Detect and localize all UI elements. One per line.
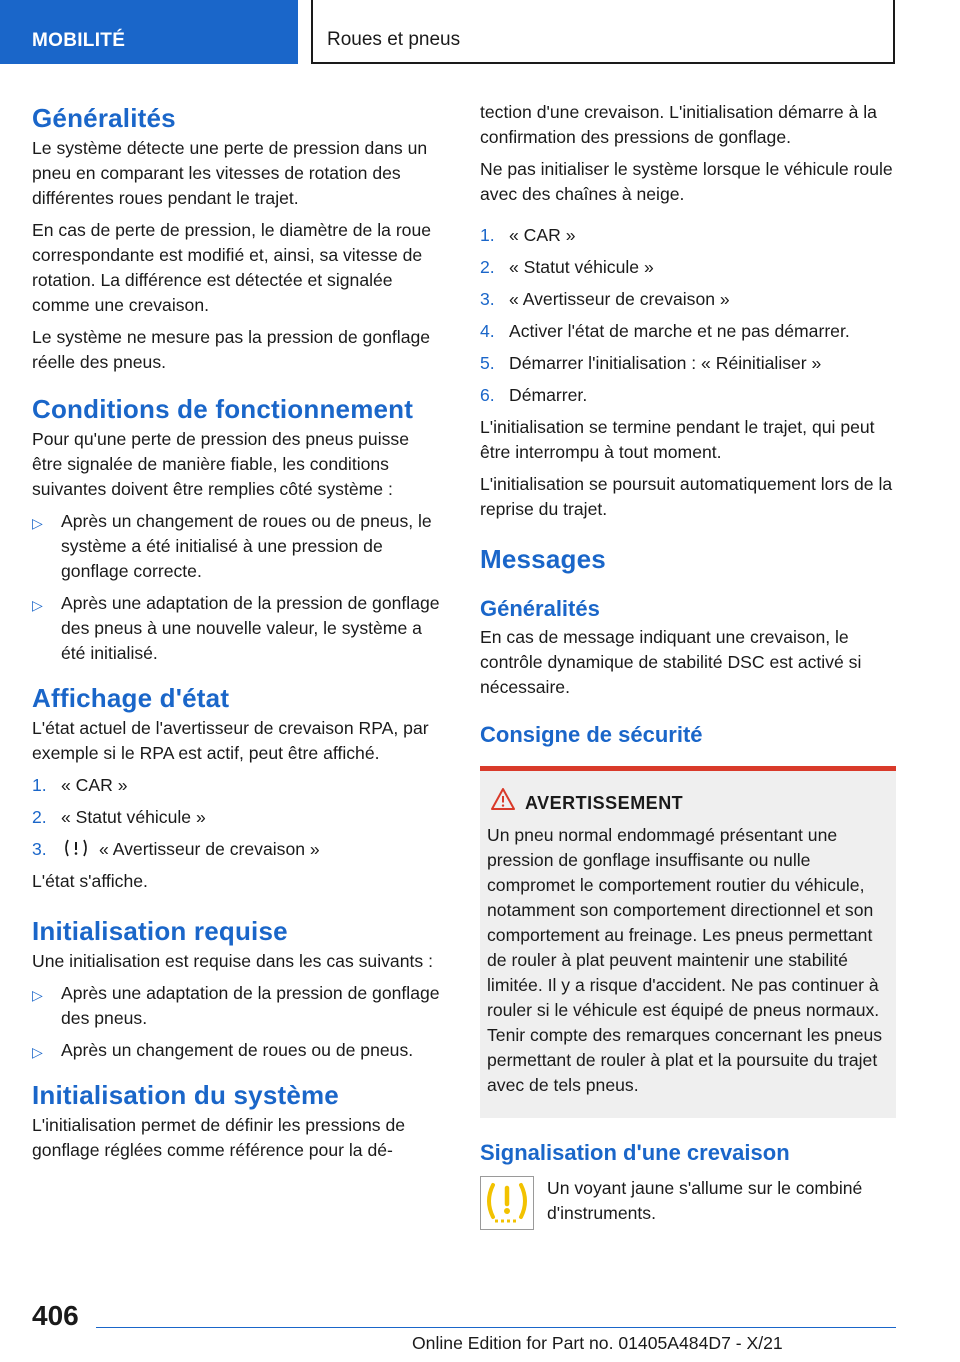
warning-title: AVERTISSEMENT <box>487 791 886 815</box>
conditions-list <box>32 509 442 666</box>
footer-divider <box>96 1327 896 1328</box>
heading-signalisation: Signalisation d'une crevaison <box>480 1140 790 1165</box>
heading-affichage: Affichage d'état <box>32 683 230 713</box>
list-item: ▷ Après un changement de roues ou de pneus, le système a été initialisé à une pression de gonflage correcte. <box>32 511 432 581</box>
warning-triangle-icon <box>490 787 516 811</box>
heading-init-requise: Initialisation requise <box>32 916 288 946</box>
indicator-row <box>480 1176 896 1236</box>
warning-text: Un pneu normal endommagé présentant une pression de gonflage insuffisante ou nulle compromet le comportement routier du véhicule, notamment son comportement directionnel et son comportement au freinage. Les pneus permettant de rouler à plat peuvent maintenir une stabilité limitée. Il y a risque d'accident. Ne pas continuer à rouler si le véhicule est équipé de pneus normaux. Tenir compte des remarques concernant les pneus permettant de rouler à plat et la poursuite du trajet avec de tels pneus. <box>487 825 883 1095</box>
paragraph: Le système ne mesure pas la pression de gonflage réelle des pneus. <box>32 327 431 372</box>
list-item: 1. « CAR » <box>32 775 128 795</box>
triangle-bullet-icon: ▷ <box>32 597 43 613</box>
list-item: ▷ Après une adaptation de la pression de gonflage des pneus à une nouvelle valeur, le système a été initialisé. <box>32 593 440 663</box>
paragraph: L'état s'affiche. <box>32 871 148 891</box>
heading-msg-generalites: Généralités <box>480 596 600 621</box>
paragraph: Le système détecte une perte de pression dans un pneu en comparant les vitesses de rotation des différentes roues pendant le trajet. <box>32 138 428 208</box>
edition-footer: Online Edition for Part no. 01405A484D7 - X/21 <box>412 1333 783 1353</box>
triangle-bullet-icon: ▷ <box>32 987 43 1003</box>
paragraph: L'initialisation se termine pendant le trajet, qui peut être interrompu à tout moment. <box>480 417 875 462</box>
triangle-bullet-icon: ▷ <box>32 515 43 531</box>
chapter-tab: MOBILITÉ <box>0 0 298 64</box>
tire-warning-icon <box>63 839 89 857</box>
status-steps <box>32 773 442 862</box>
paragraph: Une initialisation est requise dans les cas suivants : <box>32 951 433 971</box>
list-item: 2. « Statut véhicule » <box>32 807 206 827</box>
list-item: 6. Démarrer. <box>480 385 588 405</box>
heading-conditions: Conditions de fonctionnement <box>32 394 414 424</box>
list-item: 1. « CAR » <box>480 225 576 245</box>
triangle-bullet-icon: ▷ <box>32 1044 43 1060</box>
left-column <box>32 100 442 1163</box>
tire-warning-lamp-icon <box>480 1176 534 1230</box>
page-number: 406 <box>32 1300 79 1331</box>
list-item: 3. « Avertisseur de crevaison » <box>32 839 320 859</box>
heading-init-systeme: Initialisation du système <box>32 1080 339 1110</box>
paragraph: Ne pas initialiser le système lorsque le véhicule roule avec des chaînes à neige. <box>480 159 893 204</box>
paragraph: Pour qu'une perte de pression des pneus puisse être signalée de manière fiable, les conditions suivantes doivent être remplies côté système : <box>32 429 409 499</box>
paragraph: L'état actuel de l'avertisseur de crevaison RPA, par exemple si le RPA est actif, peut être affiché. <box>32 718 429 763</box>
list-item: 2. « Statut véhicule » <box>480 257 654 277</box>
init-steps <box>480 223 896 408</box>
paragraph: L'initialisation permet de définir les pressions de gonflage réglées comme référence pour la dé- <box>32 1115 406 1160</box>
list-item: ▷ Après une adaptation de la pression de gonflage des pneus. <box>32 983 440 1028</box>
list-item: 3. « Avertisseur de crevaison » <box>480 289 730 309</box>
list-item: 5. Démarrer l'initialisation : « Réinitialiser » <box>480 353 822 373</box>
list-item: ▷ Après un changement de roues ou de pneus. <box>32 1038 442 1063</box>
heading-messages: Messages <box>480 544 606 574</box>
heading-generalites: Généralités <box>32 103 176 133</box>
paragraph: Un voyant jaune s'allume sur le combiné d'instruments. <box>547 1178 863 1223</box>
paragraph: En cas de message indiquant une crevaison, le contrôle dynamique de stabilité DSC est activé si nécessaire. <box>480 627 862 697</box>
section-title: Roues et pneus <box>311 0 895 64</box>
paragraph: En cas de perte de pression, le diamètre de la roue correspondante est modifié et, ainsi, sa vitesse de rotation. La différence est détectée et signalée comme une crevaison. <box>32 220 432 315</box>
heading-consigne: Consigne de sécurité <box>480 722 703 747</box>
paragraph: tection d'une crevaison. L'initialisation démarre à la confirmation des pressions de gonflage. <box>480 102 877 147</box>
init-required-list <box>32 981 442 1063</box>
paragraph: L'initialisation se poursuit automatiquement lors de la reprise du trajet. <box>480 474 893 519</box>
right-column <box>480 100 896 1236</box>
warning-box <box>480 766 896 1118</box>
list-item: 4. Activer l'état de marche et ne pas démarrer. <box>480 321 850 341</box>
